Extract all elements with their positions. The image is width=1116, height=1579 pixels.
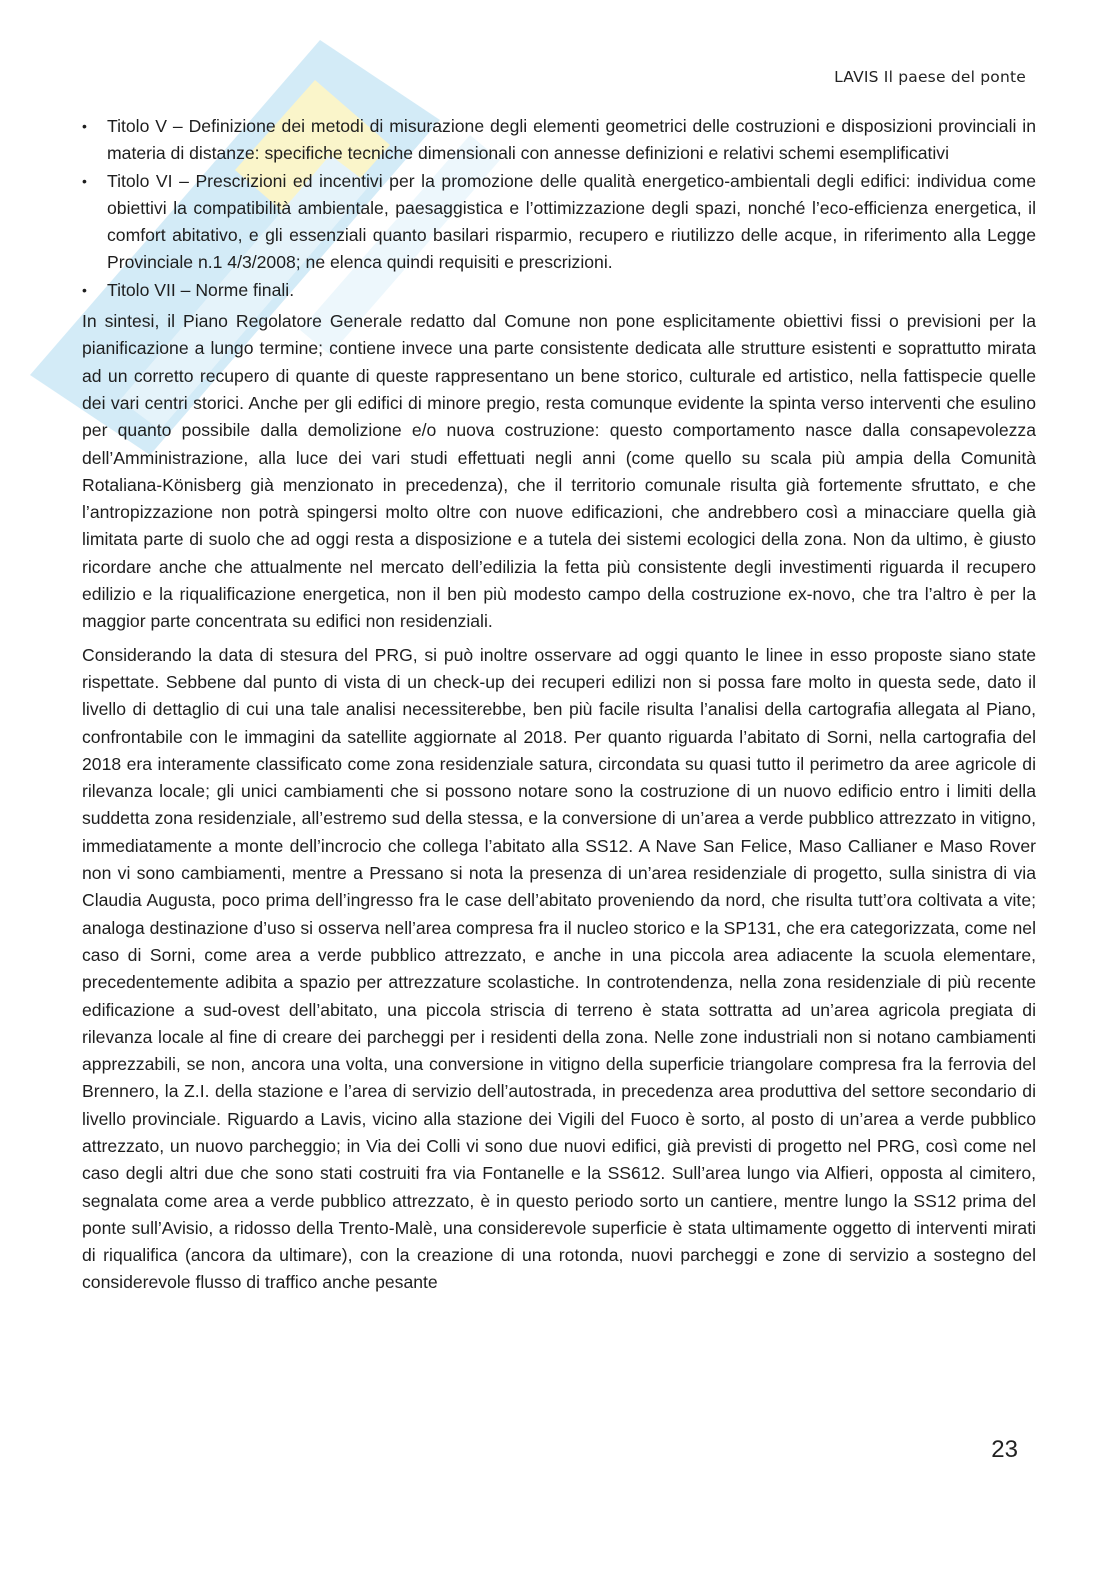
body-paragraph: In sintesi, il Piano Regolatore Generale redatto dal Comune non pone esplicitamente obiettivi fissi o previsioni per la pianificazione a lungo termine; contiene invece una parte consistente dedicata alle strutture esistenti e soprattutto mirata ad un corretto recupero di quante di queste rappresentano un bene storico, culturale ed artistico, nella fattispecie quelle dei vari centri storici. Anche per gli edifici di minore pregio, resta comunque evidente la spinta verso interventi che esulino per quanto possibile dalla demolizione e/o nuova costruzione: questo comportamento nasce dalla consapevolezza dell’Amministrazione, alla luce dei vari studi effettuati negli anni (come quello su scala più ampia della Comunità Rotaliana-Könisberg già menzionato in precedenza), che il territorio comunale risulta già fortemente sfruttato, e che l’antropizzazione non potrà spingersi molto oltre con nuove edificazioni, che andrebbero così a minacciare quella già limitata parte di suolo che ad oggi resta a disposizione e a tutela dei sistemi ecologici della zona. Non da ultimo, è giusto ricordare anche che attualmente nel mercato dell’edilizia la fetta più consistente degli investimenti riguarda il recupero edilizio e la riqualificazione energetica, non il ben più modesto campo della costruzione ex-novo, che tra l’altro è per la maggior parte concentrata su edifici non residenziali. xyxy=(82,311,1036,632)
list-item-text: Titolo VII – Norme finali. xyxy=(107,279,295,300)
list-item xyxy=(82,113,1036,168)
bullet-icon: • xyxy=(82,281,87,298)
document-body xyxy=(82,113,1036,1303)
list-item-text: Titolo V – Definizione dei metodi di misurazione degli elementi geometrici delle costruzioni e disposizioni provinciali in materia di distanze: specifiche tecniche dimensionali con annesse definizioni e relativi schemi esemplificativi xyxy=(107,116,1036,164)
bullet-icon: • xyxy=(82,172,87,189)
page-number: 23 xyxy=(991,1436,1018,1463)
bullet-icon: • xyxy=(82,118,87,134)
running-header: LAVIS Il paese del ponte xyxy=(834,68,1026,86)
list-item xyxy=(82,277,1036,304)
list-item xyxy=(82,168,1036,277)
list-item-text: Titolo VI – Prescrizioni ed incentivi per la promozione delle qualità energetico-ambientali degli edifici: individua come obiettivi la compatibilità ambientale, paesaggistica e l’ottimizzazione degli spazi, nonché l’eco-efficienza energetica, il comfort abitativo, e gli essenziali quanto basilari risparmio, recupero e riutilizzo delle acque, in riferimento alla Legge Provinciale n.1 4/3/2008; ne elenca quindi requisiti e prescrizioni. xyxy=(107,170,1036,273)
body-paragraph: Considerando la data di stesura del PRG, si può inoltre osservare ad oggi quanto le linee in esso proposte siano state rispettate. Sebbene dal punto di vista di un check-up dei recuperi edilizi non si possa fare molto in questa sede, dato il livello di dettaglio di cui una tale analisi necessiterebbe, ben più facile risulta l’analisi della cartografia allegata al Piano, confrontabile con le immagini da satellite aggiornate al 2018. Per quanto riguarda l’abitato di Sorni, nella cartografia del 2018 era interamente classificato come zona residenziale satura, circondata su quasi tutto il perimetro da aree agricole di rilevanza locale; gli unici cambiamenti che si possono notare sono la costruzione di un nuovo edificio entro i limiti della suddetta zona residenziale, all’estremo sud della stessa, e la conversione di un’area a verde pubblico attrezzato in vitigno, immediatamente a monte dell’incrocio che collega l’abitato alla SS12. A Nave San Felice, Maso Callianer e Maso Rover non vi sono cambiamenti, mentre a Pressano si nota la presenza di un’area residenziale di progetto, sulla sinistra di via Claudia Augusta, poco prima dell’ingresso fra le case dell’abitato proveniendo da nord, che risulta tutt’ora coltivata a vite; analoga destinazione d’uso si osserva nell’area compresa fra il nucleo storico e la SP131, che era categorizzata, come nel caso di Sorni, come area a verde pubblico attrezzato, e anche in una piccola area adiacente la scuola elementare, precedentemente adibita a spazio per attrezzature scolastiche. In controtendenza, nella zona residenziale di più recente edificazione a sud-ovest dell’abitato, una piccola striscia di terreno è stata sottratta ad un’area agricola pregiata di rilevanza locale al fine di creare dei parcheggi per i residenti della zona. Nelle zone industriali non si notano cambiamenti apprezzabili, se non, ancora una volta, una conversione in vitigno della superficie triangolare compresa fra la ferrovia del Brennero, la Z.I. della stazione e l’area di servizio dell’autostrada, in precedenza area produttiva del settore secondario di livello provinciale. Riguardo a Lavis, vicino alla stazione dei Vigili del Fuoco è sorto, al posto di un’area a verde pubblico attrezzato, un nuovo parcheggio; in Via dei Colli vi sono due nuovi edifici, già previsti di progetto nel PRG, così come nel caso degli altri due che sono stati costruiti fra via Fontanelle e la SS612. Sull’area lungo via Alfieri, opposta al cimitero, segnalata come area a verde pubblico attrezzato, è in questo periodo sorto un cantiere, mentre lungo la SS12 prima del ponte sull’Avisio, a ridosso della Trento-Malè, una considerevole superficie è stata ultimamente oggetto di interventi mirati di riqualifica (ancora da ultimare), con la creazione di una rotonda, nuovi parcheggi e zone di servizio a sostegno del considerevole flusso di traffico anche pesante xyxy=(82,644,1036,1293)
titles-list xyxy=(82,113,1036,304)
